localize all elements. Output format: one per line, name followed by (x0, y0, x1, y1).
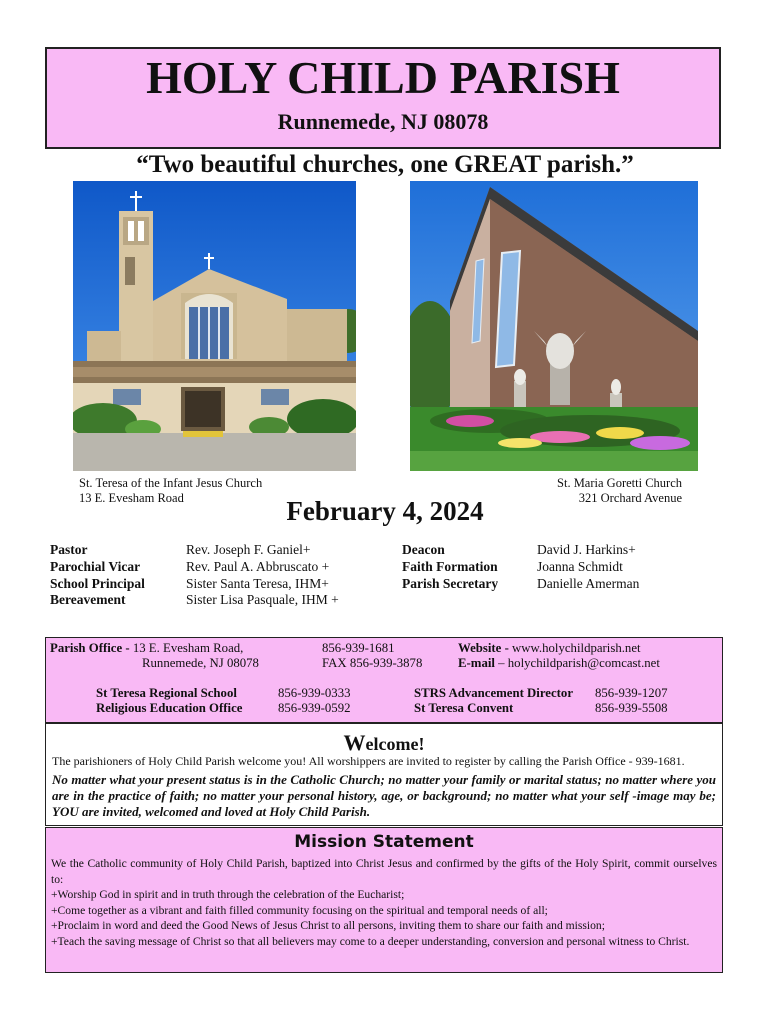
welcome-title (46, 730, 722, 756)
email-link[interactable]: – holychildparish@comcast.net (494, 656, 660, 670)
staff-role: Faith Formation (402, 558, 498, 574)
staff-name: Sister Santa Teresa, IHM+ (186, 575, 329, 591)
contact-phone: 856-939-5508 (595, 701, 668, 715)
office-label: Parish Office - (50, 641, 133, 655)
bulletin-date-text: February 4, 2024 (286, 496, 484, 526)
mission-item: +Teach the saving message of Christ so that all believers may come to a deeper understanding, conversion and personal witness to Christ. (51, 934, 690, 948)
welcome-statement: No matter what your present status is in the Catholic Church; no matter your family or marital status; no matter where you are in the practice of faith; no matter your personal history, age, or background; no matter what your self -image may be; YOU are invited, welcomed and loved at Holy Child Parish. (52, 772, 716, 819)
office-address (50, 641, 243, 657)
st-teresa-name: St. Teresa of the Infant Jesus Church (79, 476, 263, 490)
staff-names-column-2 (537, 542, 639, 592)
contact-phone: 856-939-1207 (595, 686, 668, 700)
parish-location: Runnemede, NJ 08078 (277, 109, 489, 134)
website (458, 641, 641, 657)
welcome-title-initial: W (343, 730, 366, 755)
office-address-line2: Runnemede, NJ 08078 (142, 656, 259, 670)
welcome-box (45, 723, 723, 826)
welcome-text: The parishioners of Holy Child Parish welcome you! All worshippers are invited to register by calling the Parish Office - 939-1681. (52, 754, 685, 768)
staff-role: Pastor (50, 542, 88, 557)
mission-title: Mission Statement (294, 832, 474, 852)
staff-role: Parochial Vicar (50, 558, 141, 574)
mission-intro: We the Catholic community of Holy Child Parish, baptized into Christ Jesus and confirmed by the gifts of the Holy Spirit, commit ourselves to: (51, 857, 717, 886)
email (458, 656, 660, 672)
staff-name: Danielle Amerman (537, 575, 640, 591)
st-teresa-church-photo (73, 181, 356, 471)
office-phone: 856-939-1681 (322, 641, 395, 655)
contact-label: STRS Advancement Director (414, 686, 573, 700)
contact-label: St Teresa Regional School (96, 686, 237, 700)
office-address-line1: 13 E. Evesham Road, (132, 641, 244, 655)
st-maria-goretti-address: 321 Orchard Avenue (578, 491, 682, 505)
parish-title: HOLY CHILD PARISH (146, 52, 620, 103)
st-maria-goretti-name: St. Maria Goretti Church (557, 476, 682, 490)
contact-phone: 856-939-0592 (278, 701, 351, 715)
website-link[interactable]: www.holychildparish.net (512, 641, 641, 655)
parish-office-box (45, 637, 723, 723)
mission-item: +Proclaim in word and deed the Good News of Jesus Christ to all persons, inviting them to share our faith and mission; (51, 919, 605, 933)
email-label: E-mail (458, 656, 495, 670)
staff-name: Rev. Joseph F. Ganiel+ (186, 542, 311, 557)
staff-role: Deacon (402, 542, 445, 557)
welcome-title-rest: elcome! (365, 734, 425, 754)
mission-body (51, 856, 717, 950)
st-maria-goretti-church-photo (410, 181, 698, 471)
mission-statement-box (45, 827, 723, 973)
staff-name: Rev. Paul A. Abbruscato + (186, 558, 330, 574)
bulletin-date (0, 496, 770, 527)
staff-name: Sister Lisa Pasquale, IHM + (186, 592, 339, 608)
st-teresa-address: 13 E. Evesham Road (79, 491, 184, 505)
staff-role: School Principal (50, 575, 145, 591)
mission-item: +Come together as a vibrant and faith filled community focusing on the spiritual and temporal needs of all; (51, 903, 548, 917)
tagline: “Two beautiful churches, one GREAT parish.” (136, 151, 634, 178)
staff-names-column-1 (186, 542, 339, 609)
mission-item: +Worship God in spirit and in truth through the celebration of the Eucharist; (51, 888, 405, 902)
staff-role: Parish Secretary (402, 575, 499, 591)
staff-roles-column-1 (50, 542, 145, 609)
staff-role: Bereavement (50, 592, 126, 608)
staff-name: Joanna Schmidt (537, 558, 623, 574)
staff-roles-column-2 (402, 542, 498, 592)
staff-name: David J. Harkins+ (537, 542, 636, 557)
contact-label: Religious Education Office (96, 701, 243, 715)
office-fax: FAX 856-939-3878 (322, 656, 423, 670)
header-banner (45, 47, 721, 149)
contact-phone: 856-939-0333 (278, 686, 351, 700)
contact-label: St Teresa Convent (414, 701, 514, 715)
website-label: Website - (458, 641, 513, 655)
